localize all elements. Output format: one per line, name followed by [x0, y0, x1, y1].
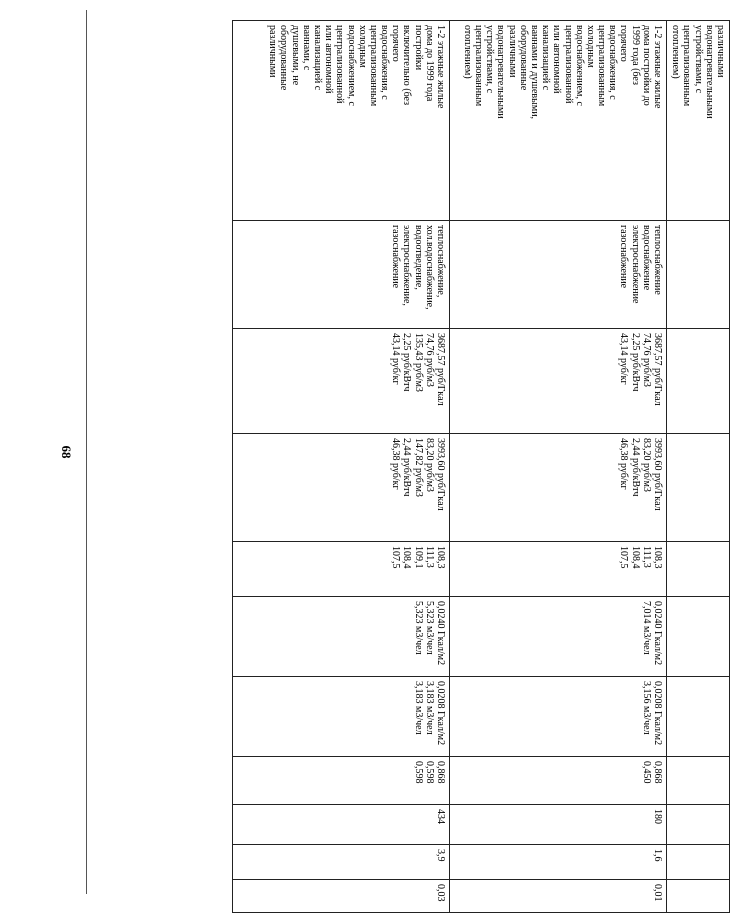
housing-description-cell: 1-2 этажные жилые дома постройки до 1999 года (без горячего водоснабжения, с централизованным холодным водоснабжением, с централизованной или автономной канализацией с ваннами и душевыми, оборудованные различными водонагревательными устройствами, с централизованным отоплением) [450, 21, 667, 221]
value-cell-9: 180 [450, 805, 667, 845]
empty-cell [667, 434, 730, 542]
indices-cell: 108,3 111,3 109,1 108,4 107,5 [233, 542, 450, 597]
services-cell: теплоснабжение водоснабжение электроснабжение газоснабжение [450, 221, 667, 329]
empty-cell [667, 805, 730, 845]
norm-cell-2: 0,0208 Гкал/м2 3,183 м3/чел 3,183 м3/чел [233, 677, 450, 757]
margin-rule [86, 10, 87, 894]
empty-cell [667, 329, 730, 434]
empty-cell [667, 597, 730, 677]
tariff-table [232, 20, 730, 913]
tariffs-cell-1: 3687,57 руб/Гкал 74,76 руб/м3 135,43 руб/м3 2,25 руб/кВтч 43,14 руб/кг [233, 329, 450, 434]
housing-description-cell: 1-2 этажные жилые дома до 1999 года постройки включительно (без горячего водоснабжения, с централизованным холодным водоснабжением, с централизованной или автономной канализацией с ваннами, с душевыми, не оборудованные различными [233, 21, 450, 221]
table-row [233, 21, 450, 913]
norm-cell-2: 0,0208 Гкал/м2 3,156 м3/чел [450, 677, 667, 757]
empty-cell [667, 221, 730, 329]
tariffs-cell-1: 3687,57 руб/Гкал 74,76 руб/м3 2,25 руб/кВтч 43,14 руб/кг [450, 329, 667, 434]
value-cell-9: 434 [233, 805, 450, 845]
coefficient-cell: 0,868 0,598 0,598 [233, 757, 450, 805]
indices-cell: 108,3 111,3 108,4 107,5 [450, 542, 667, 597]
tariffs-cell-2: 3993,60 руб/Гкал 83,20 руб/м3 147,82 руб/м3 2,44 руб/кВтч 46,38 руб/кг [233, 434, 450, 542]
value-cell-11: 0,03 [233, 880, 450, 913]
value-cell-10: 3,9 [233, 845, 450, 880]
services-cell: теплоснабжение, хол.водоснабжение, водоотведение, электроснабжение, газоснабжение [233, 221, 450, 329]
value-cell-10: 1,6 [450, 845, 667, 880]
norm-cell-1: 0,0240 Гкал/м2 7,014 м3/чел [450, 597, 667, 677]
table-row-continued [667, 21, 730, 913]
empty-cell [667, 757, 730, 805]
page-number: 68 [59, 445, 74, 459]
empty-cell [667, 677, 730, 757]
empty-cell [667, 845, 730, 880]
empty-cell [667, 542, 730, 597]
empty-cell [667, 880, 730, 913]
coefficient-cell: 0,868 0,450 [450, 757, 667, 805]
table-row [450, 21, 667, 913]
housing-description-cell: различными водонагревательными устройствами, с централизованным отоплением) [667, 21, 730, 221]
tariffs-cell-2: 3993,60 руб/Гкал 83,20 руб/м3 2,44 руб/кВтч 46,38 руб/кг [450, 434, 667, 542]
norm-cell-1: 0,0240 Гкал/м2 5,323 м3/чел 5,323 м3/чел [233, 597, 450, 677]
tariff-table-container [267, 20, 730, 902]
value-cell-11: 0,01 [450, 880, 667, 913]
